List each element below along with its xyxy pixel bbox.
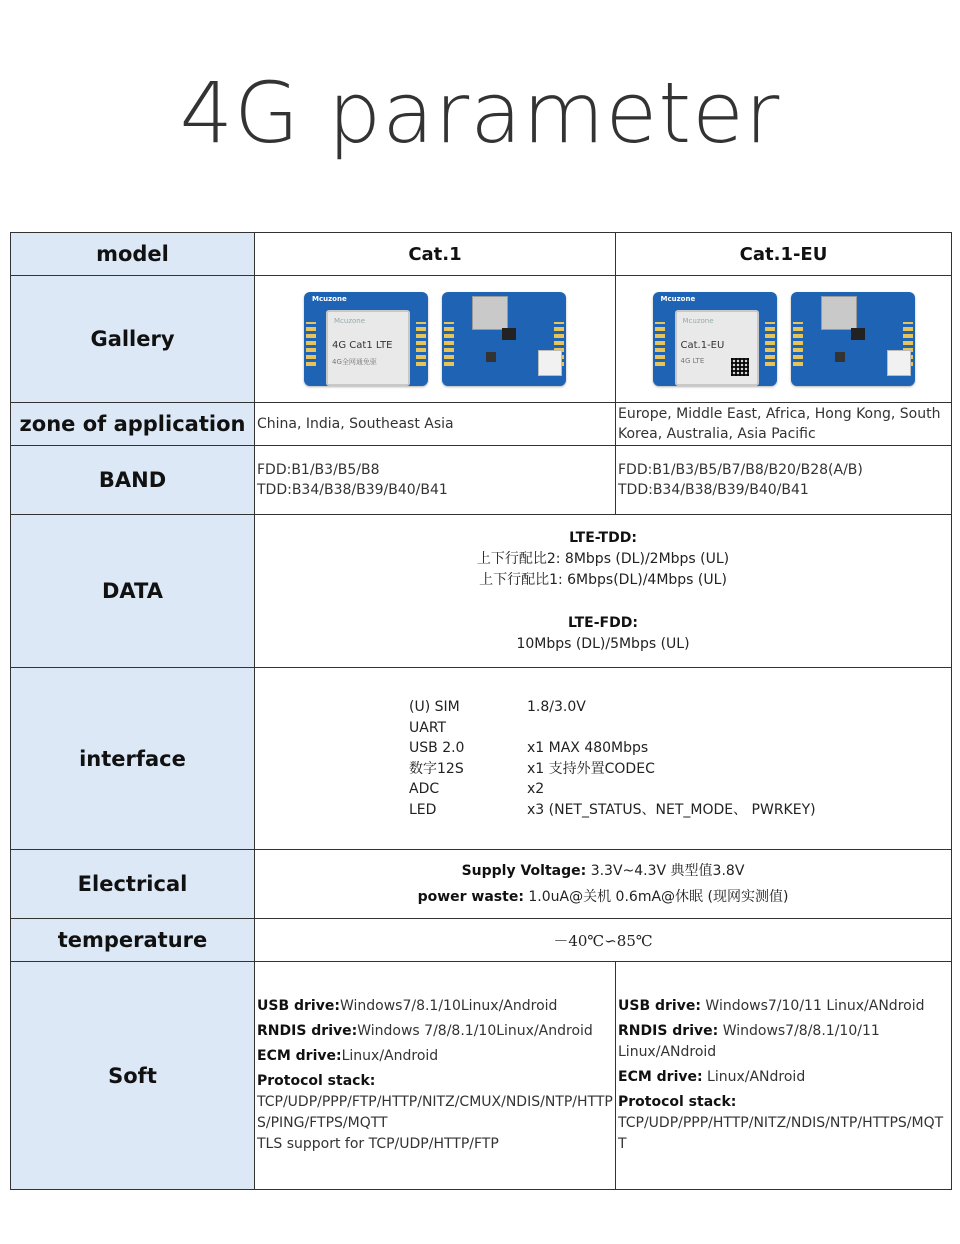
spec-table bbox=[10, 232, 952, 1190]
usb-drive-label: USB drive: bbox=[618, 998, 701, 1014]
row-zone bbox=[11, 403, 952, 446]
protocol-stack-label: Protocol stack: bbox=[257, 1073, 376, 1089]
zone-cat1: China, India, Southeast Asia bbox=[255, 403, 616, 446]
interface-cell bbox=[255, 668, 952, 850]
cat1-board-back-image bbox=[442, 292, 566, 386]
iface-value: x1 MAX 480Mbps bbox=[527, 740, 649, 756]
row-label-interface: interface bbox=[11, 668, 255, 850]
cat1eu-board-front-image bbox=[653, 292, 777, 386]
row-label-temperature: temperature bbox=[11, 919, 255, 962]
protocol-stack-value: TCP/UDP/PPP/HTTP/NITZ/NDIS/NTP/HTTPS/MQTT bbox=[618, 1115, 944, 1152]
band-cat1eu bbox=[616, 446, 952, 515]
rndis-drive-value: Windows7/8/8.1/10/11 Linux/ANdroid bbox=[618, 1023, 880, 1060]
tls-support: TLS support for TCP/UDP/HTTP/FTP bbox=[257, 1136, 499, 1152]
iface-name: (U) SIM bbox=[409, 699, 460, 715]
rndis-drive-value: Windows 7/8/8.1/10Linux/Android bbox=[357, 1023, 593, 1039]
iface-name: 数字12S bbox=[409, 760, 464, 777]
board-brand: Mcuzone bbox=[312, 295, 347, 303]
row-label-data: DATA bbox=[11, 515, 255, 668]
iface-value: 1.8/3.0V bbox=[527, 699, 586, 715]
gallery-cat1 bbox=[255, 276, 616, 403]
row-label-gallery: Gallery bbox=[11, 276, 255, 403]
iface-value: x1 支持外置CODEC bbox=[527, 760, 655, 777]
power-waste-label: power waste: bbox=[417, 889, 524, 905]
lte-tdd-line: 上下行配比1: 6Mbps(DL)/4Mbps (UL) bbox=[479, 571, 727, 588]
lte-fdd-line: 10Mbps (DL)/5Mbps (UL) bbox=[516, 635, 690, 652]
iface-value: x2 bbox=[527, 781, 545, 797]
zone-cat1eu: Europe, Middle East, Africa, Hong Kong, South Korea, Australia, Asia Pacific bbox=[616, 403, 952, 446]
row-temperature bbox=[11, 919, 952, 962]
iface-name: UART bbox=[409, 719, 447, 736]
iface-value bbox=[527, 718, 857, 739]
col-cat1eu: Cat.1-EU bbox=[616, 233, 952, 276]
band-fdd: FDD:B1/B3/B5/B7/B8/B20/B28(A/B) bbox=[618, 462, 863, 478]
board-brand: Mcuzone bbox=[660, 295, 696, 303]
row-interface bbox=[11, 668, 952, 850]
temperature-value: －40℃∽85℃ bbox=[255, 919, 952, 962]
soft-cat1eu bbox=[616, 962, 952, 1190]
cat1-board-front-image bbox=[304, 292, 428, 386]
interface-list bbox=[409, 697, 951, 820]
row-label-soft: Soft bbox=[11, 962, 255, 1190]
protocol-stack-value: TCP/UDP/PPP/FTP/HTTP/NITZ/CMUX/NDIS/NTP/HTTPS/PING/FTPS/MQTT bbox=[257, 1094, 613, 1131]
band-cat1 bbox=[255, 446, 616, 515]
row-label-model: model bbox=[11, 233, 255, 276]
ecm-drive-value: Linux/ANdroid bbox=[707, 1069, 806, 1085]
ecm-drive-label: ECM drive: bbox=[257, 1048, 342, 1064]
usb-drive-label: USB drive: bbox=[257, 998, 340, 1014]
row-label-band: BAND bbox=[11, 446, 255, 515]
chip-sub: 4G LTE bbox=[680, 357, 705, 365]
row-data bbox=[11, 515, 952, 668]
power-waste-value: 1.0uA@关机 0.6mA@休眠 (现网实测值) bbox=[528, 889, 789, 905]
gallery-cat1eu bbox=[616, 276, 952, 403]
lte-tdd-line: 上下行配比2: 8Mbps (DL)/2Mbps (UL) bbox=[476, 550, 730, 567]
rndis-drive-label: RNDIS drive: bbox=[618, 1023, 719, 1039]
iface-name: ADC bbox=[409, 781, 440, 797]
electrical-cell bbox=[255, 850, 952, 919]
band-fdd: FDD:B1/B3/B5/B8 bbox=[257, 462, 380, 478]
usb-drive-value: Windows7/8.1/10Linux/Android bbox=[339, 998, 558, 1014]
row-model bbox=[11, 233, 952, 276]
chip-brand: Mcuzone bbox=[682, 317, 714, 325]
chip-sub: 4G全网通免驱 bbox=[332, 358, 377, 366]
row-soft bbox=[11, 962, 952, 1190]
rndis-drive-label: RNDIS drive: bbox=[257, 1023, 358, 1039]
chip-brand: Mcuzone bbox=[334, 317, 366, 325]
chip-name: 4G Cat1 LTE bbox=[332, 340, 393, 351]
col-cat1: Cat.1 bbox=[255, 233, 616, 276]
data-cell bbox=[255, 515, 952, 668]
supply-voltage-label: Supply Voltage: bbox=[461, 863, 587, 879]
iface-value: x3 (NET_STATUS、NET_MODE、 PWRKEY) bbox=[527, 801, 816, 818]
usb-drive-value: Windows7/10/11 Linux/ANdroid bbox=[705, 998, 925, 1014]
page-title: 4G parameter bbox=[179, 64, 781, 162]
row-label-zone: zone of application bbox=[11, 403, 255, 446]
chip-name: Cat.1-EU bbox=[680, 340, 725, 351]
band-tdd: TDD:B34/B38/B39/B40/B41 bbox=[257, 482, 448, 498]
row-gallery bbox=[11, 276, 952, 403]
protocol-stack-label: Protocol stack: bbox=[618, 1094, 737, 1110]
qr-code-icon bbox=[731, 358, 749, 376]
supply-voltage-value: 3.3V~4.3V 典型值3.8V bbox=[590, 863, 745, 879]
band-tdd: TDD:B34/B38/B39/B40/B41 bbox=[618, 482, 809, 498]
row-label-electrical: Electrical bbox=[11, 850, 255, 919]
iface-name: USB 2.0 bbox=[409, 740, 465, 756]
iface-name: LED bbox=[409, 801, 437, 818]
ecm-drive-label: ECM drive: bbox=[618, 1069, 703, 1085]
lte-tdd-title: LTE-TDD: bbox=[569, 529, 637, 546]
ecm-drive-value: Linux/Android bbox=[341, 1048, 439, 1064]
row-electrical bbox=[11, 850, 952, 919]
row-band bbox=[11, 446, 952, 515]
lte-fdd-title: LTE-FDD: bbox=[568, 614, 638, 631]
cat1eu-board-back-image bbox=[791, 292, 915, 386]
soft-cat1 bbox=[255, 962, 616, 1190]
